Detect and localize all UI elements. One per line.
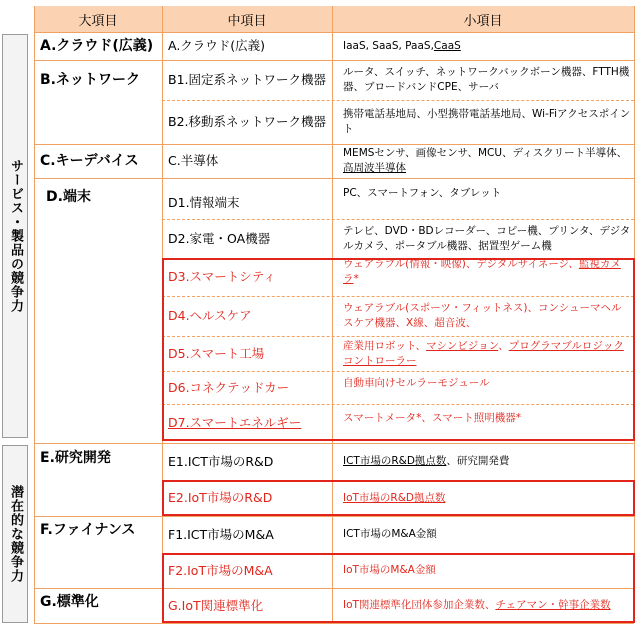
middle-a: A.クラウド(広義) xyxy=(168,38,266,53)
side-label-service-competitiveness: サービス・製品の競争力 xyxy=(2,34,28,438)
header-major: 大項目 xyxy=(78,13,118,29)
side-label-potential-competitiveness: 潜在的な競争力 xyxy=(2,445,28,623)
minor-d7: スマートメータ*、スマート照明機器* xyxy=(343,411,521,424)
minor-d6: 自動車向けセルラーモジュール xyxy=(343,376,490,389)
middle-d6: D6.コネクテッドカー xyxy=(168,379,290,395)
middle-d2: D2.家電・OA機器 xyxy=(168,230,271,246)
minor-a: IaaS, SaaS, PaaS, CaaS xyxy=(343,39,461,52)
minor-e1: ICT市場のR&D拠点数、研究開発費 xyxy=(343,455,510,467)
minor-g: IoT関連標準化団体参加企業数、チェアマン・幹事企業数 xyxy=(343,599,611,611)
middle-d3: D3.スマートシティ xyxy=(168,269,276,284)
middle-e1: E1.ICT市場のR&D xyxy=(168,453,274,469)
middle-g: G.IoT関連標準化 xyxy=(168,597,264,613)
major-c: C.キーデバイス xyxy=(40,153,139,169)
middle-f2: F2.IoT市場のM&A xyxy=(168,562,273,578)
middle-f1: F1.ICT市場のM&A xyxy=(168,526,274,542)
minor-b2: 携帯電話基地局、小型携帯電話基地局、Wi-Fiアクセスポイント xyxy=(343,108,631,135)
middle-c: C.半導体 xyxy=(168,153,219,168)
major-d: D.端末 xyxy=(46,189,91,205)
minor-d2: テレビ、DVD・BDレコーダー、コピー機、プリンタ、デジタルカメラ、ポータブル機器、据置型ゲーム機 xyxy=(343,224,631,252)
middle-d7: D7.スマートエネルギー xyxy=(168,414,302,430)
minor-d4: ウェアラブル(スポーツ・フィットネス)、コンシューマヘルスケア機器、X線、超音波、 xyxy=(343,302,622,329)
minor-c: MEMSセンサ、画像センサ、MCU、ディスクリート半導体、高周波半導体 xyxy=(343,147,628,174)
middle-d4: D4.ヘルスケア xyxy=(168,308,252,323)
header-middle: 中項目 xyxy=(227,13,267,29)
minor-d1: PC、スマートフォン、タブレット xyxy=(343,186,502,199)
minor-b1: ルータ、スイッチ、ネットワークバックボーン機器、FTTH機器、ブロードバンドCPE、サーバ xyxy=(343,66,630,93)
minor-f2: IoT市場のM&A金額 xyxy=(343,564,436,576)
middle-b1: B1.固定系ネットワーク機器 xyxy=(168,72,327,87)
grid-line xyxy=(34,623,634,624)
grid-line xyxy=(34,6,35,623)
minor-d5: 産業用ロボット、マシンビジョン、プログラマブルロジックコントローラー xyxy=(343,339,624,367)
major-e: E.研究開発 xyxy=(40,450,111,466)
header-minor: 小項目 xyxy=(463,13,503,29)
middle-e2: E2.IoT市場のR&D xyxy=(168,490,273,505)
major-f: F.ファイナンス xyxy=(40,522,136,538)
minor-e2: IoT市場のR&D拠点数 xyxy=(343,491,446,504)
middle-d1: D1.情報端末 xyxy=(168,194,240,210)
minor-d3: ウェアラブル(情報・映像)、デジタルサイネージ、監視カメラ* xyxy=(343,258,621,285)
major-g: G.標準化 xyxy=(40,594,99,610)
middle-d5: D5.スマート工場 xyxy=(168,345,265,361)
middle-b2: B2.移動系ネットワーク機器 xyxy=(168,114,327,129)
major-b: B.ネットワーク xyxy=(40,72,140,88)
minor-f1: ICT市場のM&A金額 xyxy=(343,528,437,540)
major-a: A.クラウド(広義) xyxy=(40,38,154,54)
